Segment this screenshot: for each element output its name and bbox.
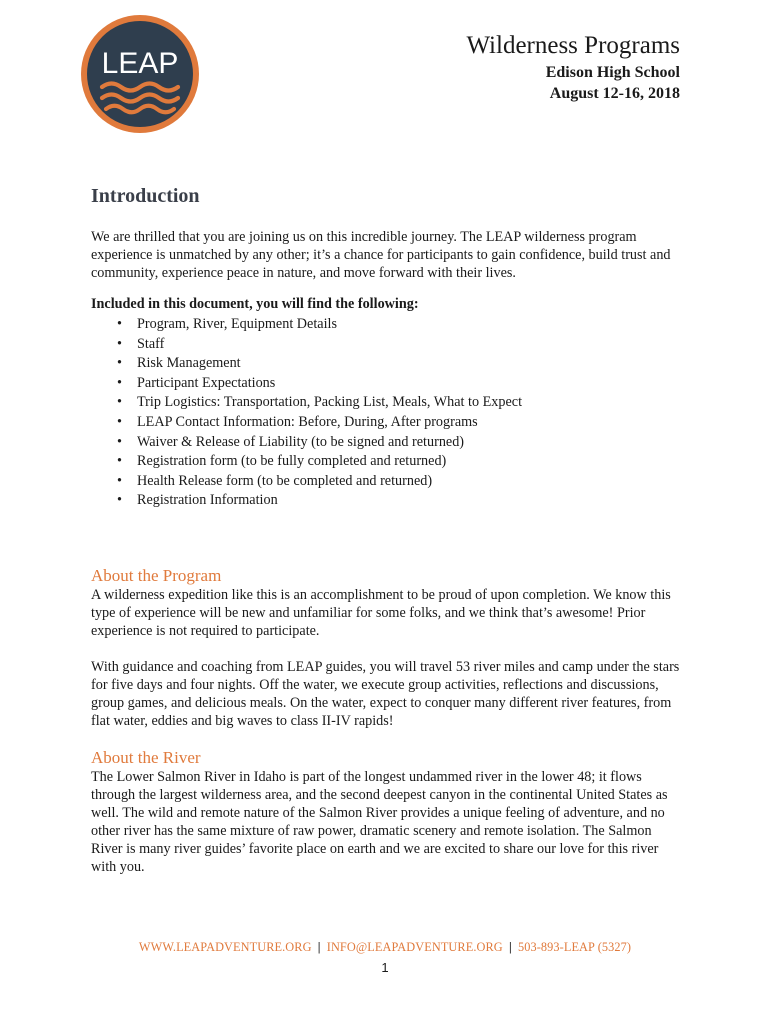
list-item-label: Risk Management (137, 355, 241, 372)
river-paragraph: The Lower Salmon River in Idaho is part of the longest undammed river in the lower 48; it flows through the largest wilderness area, and the second deepest canyon in the continental United States as well. The wild and remote nature of the Salmon River provides a unique feeling of adventure, and no other river has the same mixture of raw power, dramatic scenery and remote isolation. The Salmon River is many river guides’ favorite place on earth and we are excited to share our love for this river with you. (91, 768, 668, 875)
bullet-icon: • (117, 316, 122, 332)
list-item (91, 374, 681, 394)
list-item-label: Health Release form (to be completed and returned) (137, 472, 433, 489)
footer-separator: | (317, 940, 321, 954)
list-item (91, 413, 681, 433)
footer-separator: | (508, 940, 512, 954)
program-dates: August 12-16, 2018 (549, 85, 680, 102)
page-number: 1 (381, 960, 389, 975)
list-item (91, 315, 681, 335)
logo-text: LEAP (101, 47, 179, 80)
intro-heading: Introduction (91, 185, 200, 207)
list-item (91, 472, 681, 492)
river-heading: About the River (91, 747, 201, 767)
program-paragraph-2: With guidance and coaching from LEAP guides, you will travel 53 river miles and camp under the stars for five days and four nights. Off the water, we execute group activities, reflections and discussions, group games, and delicious meals. On the water, expect to conquer many different river features, from flat water, eddies and big waves to class II-IV rapids! (91, 658, 680, 729)
document-header (466, 30, 680, 104)
list-item-label: Program, River, Equipment Details (137, 316, 337, 332)
list-item-label: LEAP Contact Information: Before, During, After programs (137, 413, 478, 430)
bullet-icon: • (117, 472, 122, 489)
list-item-label: Waiver & Release of Liability (to be signed and returned) (137, 433, 465, 450)
list-item-label: Trip Logistics: Transportation, Packing List, Meals, What to Expect (137, 394, 523, 411)
intro-paragraph: We are thrilled that you are joining us on this incredible journey. The LEAP wilderness program experience is unmatched by any other; it’s a chance for participants to gain confidence, build trust and community, experience peace in nature, and move forward with their lives. (91, 229, 671, 281)
list-item-label: Staff (137, 335, 165, 352)
website-link[interactable]: WWW.LEAPADVENTURE.ORG (138, 940, 312, 954)
list-item (91, 335, 681, 355)
program-heading: About the Program (91, 565, 222, 585)
bullet-icon: • (117, 394, 122, 411)
bullet-icon: • (117, 355, 122, 372)
phone-number: 503-893-LEAP (5327) (517, 940, 632, 954)
document-body (91, 182, 681, 876)
list-item-label: Registration Information (137, 492, 278, 509)
bullet-icon: • (117, 374, 122, 391)
list-item (91, 491, 681, 511)
list-item (91, 433, 681, 453)
included-heading: Included in this document, you will find the following: (91, 296, 419, 312)
list-item (91, 452, 681, 472)
bullet-icon: • (117, 335, 122, 352)
bullet-icon: • (117, 413, 122, 430)
contents-list (91, 315, 681, 511)
program-paragraph-1: A wilderness expedition like this is an accomplishment to be proud of upon completion. We know this type of experience will be new and unfamiliar for some folks, and we think that’s awesome! Prior experience is not required to participate. (91, 586, 671, 639)
bullet-icon: • (117, 492, 122, 509)
bullet-icon: • (117, 433, 122, 450)
list-item-label: Participant Expectations (137, 374, 276, 391)
document-title: Wilderness Programs (466, 32, 680, 59)
page-footer (0, 940, 770, 955)
list-item (91, 393, 681, 413)
bullet-icon: • (117, 453, 122, 470)
leap-logo (80, 14, 200, 134)
list-item (91, 354, 681, 374)
list-item-label: Registration form (to be fully completed and returned) (137, 453, 447, 470)
school-name: Edison High School (545, 64, 680, 81)
leap-logo-icon (80, 14, 200, 134)
email-link[interactable]: INFO@LEAPADVENTURE.ORG (326, 940, 503, 954)
